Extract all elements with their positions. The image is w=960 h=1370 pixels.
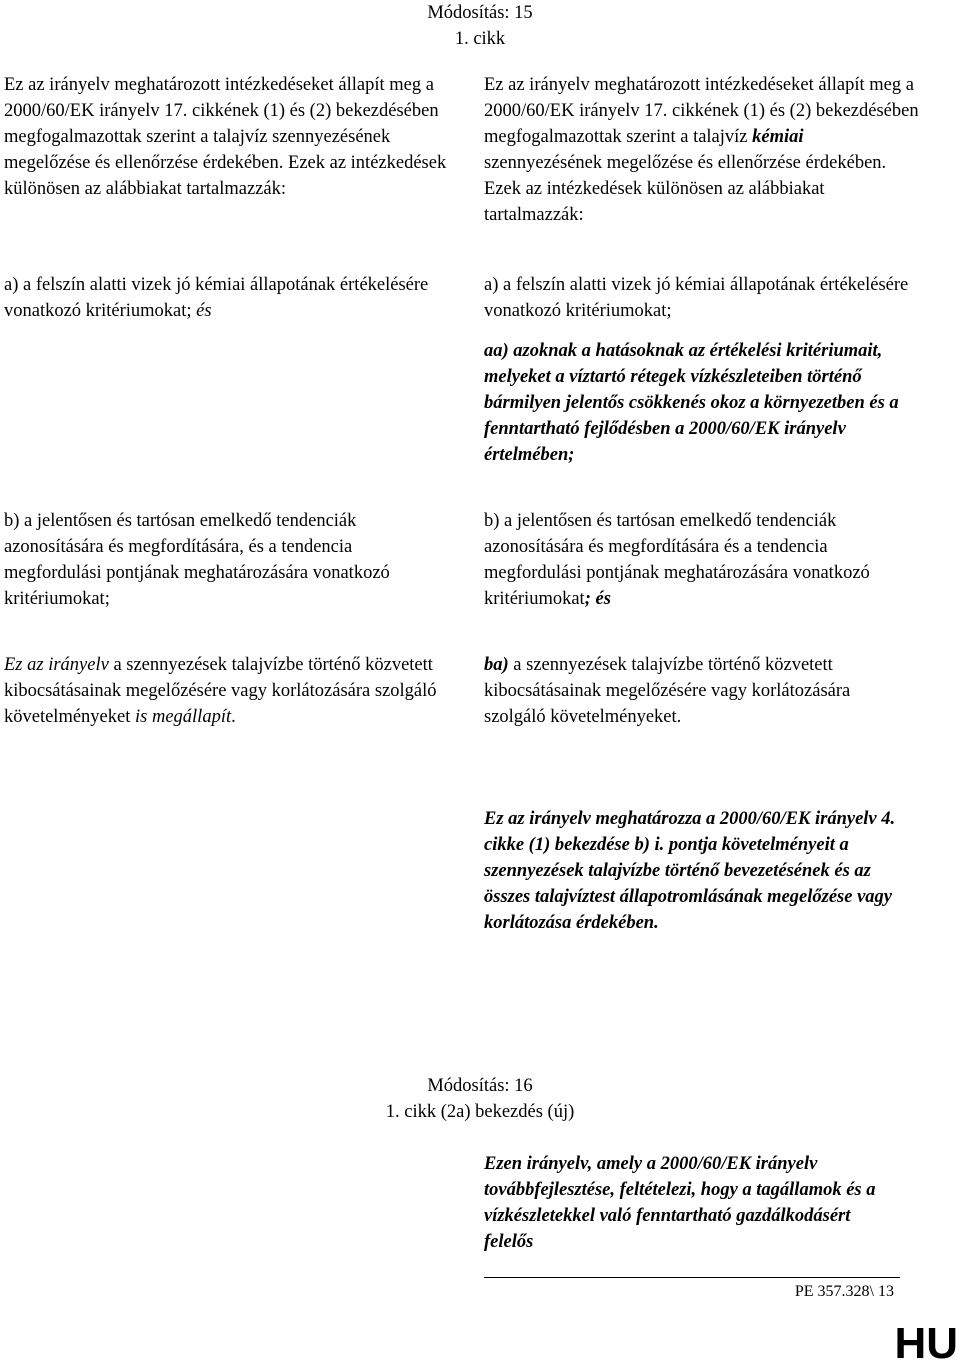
left-item-b <box>4 508 454 612</box>
left-item-c <box>4 652 454 730</box>
left-a-tail: és <box>196 301 212 321</box>
right-intro-b: szennyezésének megelőzése és ellenőrzése érdekében. Ezek az intézkedések különösen az alábbiakat tartalmazzák: <box>484 153 887 225</box>
footer-divider <box>484 1277 900 1278</box>
left-intro <box>4 72 454 202</box>
right-ba-label: ba) <box>484 655 509 675</box>
amendment-16-text-block <box>484 1151 904 1255</box>
left-c-end: . <box>231 707 236 727</box>
amendment-15-article: 1. cikk <box>454 29 506 49</box>
right-final-text: Ez az irányelv meghatározza a 2000/60/EK irányelv 4. cikke (1) bekezdése b) i. pontja követelményeit a szennyezések talajvízbe történő bevezetésének és az összes talajvíztest állapotromlásának megelőzése vagy korlátozása érdekében. <box>484 809 896 933</box>
left-c-head: Ez az irányelv <box>4 655 109 675</box>
left-item-a <box>4 272 454 324</box>
left-b-text: b) a jelentősen és tartósan emelkedő tendenciák azonosítására és megfordítására, és a tendencia megfordulási pontjának meghatározására vonatkozó kritériumokat; <box>4 511 390 609</box>
amendment-16-article: 1. cikk (2a) bekezdés (új) <box>385 1102 575 1122</box>
footer-reference: PE 357.328\ 13 <box>794 1283 894 1300</box>
left-c-is: is <box>135 707 148 727</box>
right-ba-text: a szennyezések talajvízbe történő közvetett kibocsátásainak megelőzésére vagy korlátozására szolgáló követelményeket. <box>484 655 851 727</box>
left-a-text: a) a felszín alatti vizek jó kémiai állapotának értékelésére vonatkozó kritériumokat; <box>4 275 429 321</box>
left-c-verb: megállapít <box>151 707 232 727</box>
right-aa-text: aa) azoknak a hatásoknak az értékelési kritériumait, melyeket a víztartó rétegek vízkészleteiben történő bármilyen jelentős csökkenés okoz a környezetben és a fenntartható fejlődésben a 2000/60/EK irányelv értelmében; <box>484 341 899 465</box>
language-code: HU <box>894 1319 958 1368</box>
right-b-text: b) a jelentősen és tartósan emelkedő tendenciák azonosítására és megfordítására és a tendencia megfordulási pontjának meghatározására vonatkozó kritériumokat <box>484 511 870 609</box>
left-intro-text: Ez az irányelv meghatározott intézkedéseket állapít meg a 2000/60/EK irányelv 17. cikkének (1) és (2) bekezdésében megfogalmazottak szerint a talajvíz szennyezésének megelőzése és ellenőrzése érdekében. Ezek az intézkedések különösen az alábbiakat tartalmazzák: <box>4 75 447 199</box>
amendment-15-title: Módosítás: 15 <box>427 3 533 23</box>
amendment-16-text: Ezen irányelv, amely a 2000/60/EK irányelv továbbfejlesztése, feltételezi, hogy a tagállamok és a vízkészletekkel való fenntartható gazdálkodásért felelős <box>484 1154 876 1252</box>
right-b-es: és <box>595 589 611 609</box>
right-item-a <box>484 272 924 324</box>
right-item-aa <box>484 338 899 468</box>
right-a-text: a) a felszín alatti vizek jó kémiai állapotának értékelésére vonatkozó kritériumokat; <box>484 275 909 321</box>
right-intro-bold: kémiai <box>752 127 804 147</box>
right-item-ba <box>484 652 884 730</box>
amendment-16-title: Módosítás: 16 <box>427 1076 533 1096</box>
right-intro-a: Ez az irányelv meghatározott intézkedéseket állapít meg a 2000/60/EK irányelv 17. cikkének (1) és (2) bekezdésében megfogalmazottak szerint a talajvíz <box>484 75 919 147</box>
right-item-b <box>484 508 924 612</box>
left-c-mid: a szennyezések talajvízbe történő közvetett kibocsátásainak megelőzésére vagy korlátozására szolgáló követelményeket <box>4 655 437 727</box>
right-intro <box>484 72 924 228</box>
right-b-semicolon: ; <box>584 589 591 609</box>
right-final <box>484 806 904 936</box>
